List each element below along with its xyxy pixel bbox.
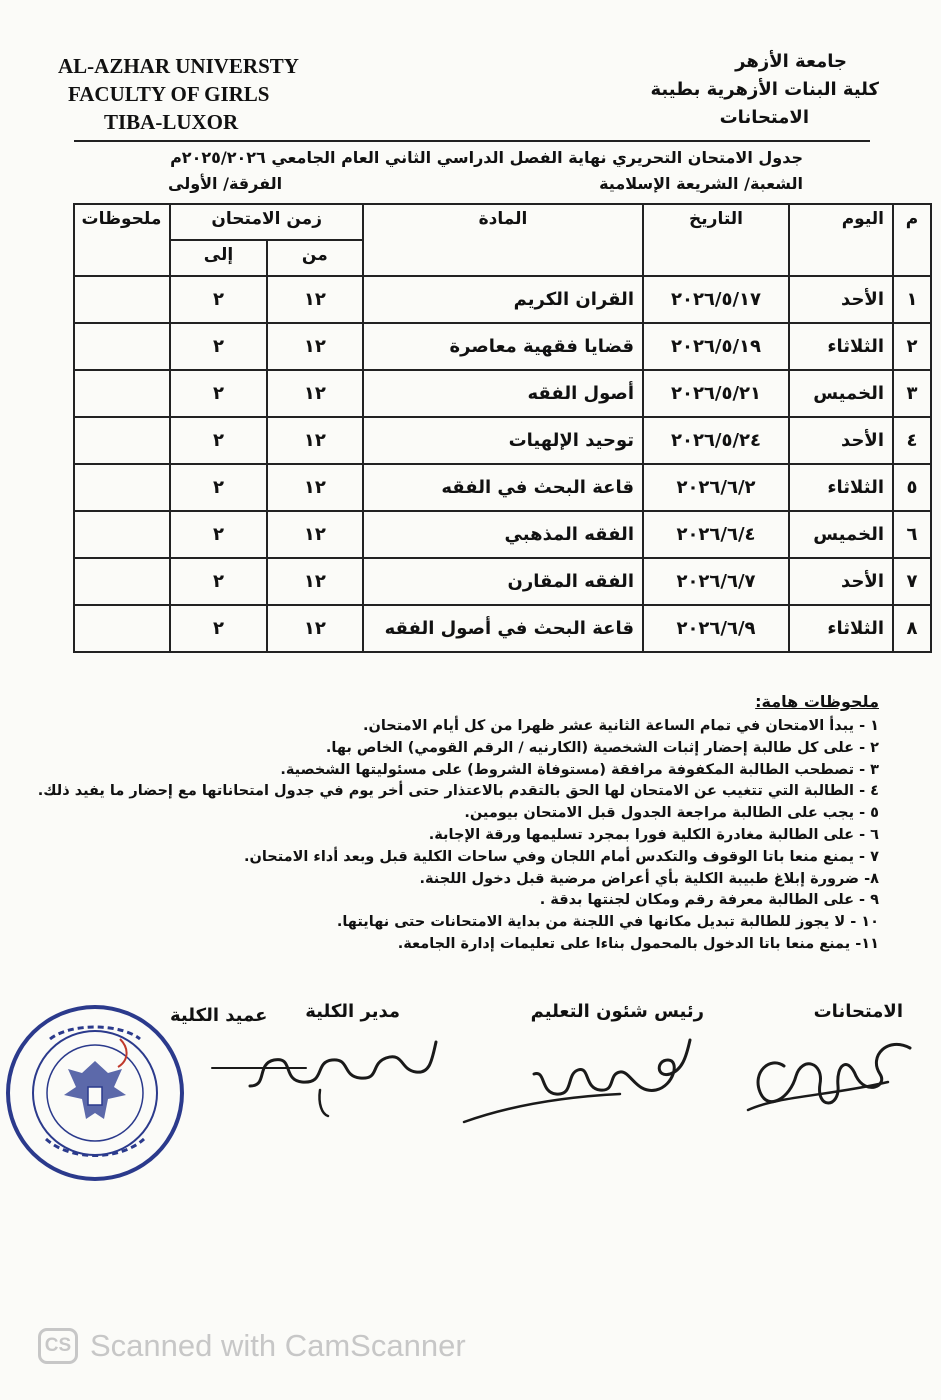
- sig-label-dean: عميد الكلية: [170, 1005, 268, 1026]
- row-to: ٢: [170, 417, 266, 464]
- exams-signature: [738, 1026, 918, 1118]
- row-day: الثلاثاء: [789, 605, 893, 652]
- header-time: زمن الامتحان: [170, 204, 363, 240]
- row-day: الأحد: [789, 276, 893, 323]
- row-to: ٢: [170, 323, 266, 370]
- notes-list: [37, 716, 879, 956]
- row-notes: [74, 558, 170, 605]
- sig-label-education: رئيس شئون التعليم: [530, 1001, 704, 1022]
- row-subject: قاعة البحث في الفقه: [363, 464, 643, 511]
- row-from: ١٢: [267, 276, 363, 323]
- row-from: ١٢: [267, 323, 363, 370]
- row-day: الخميس: [789, 511, 893, 558]
- table-row: [74, 417, 931, 464]
- row-num: ٥: [893, 464, 931, 511]
- note-item: ٨- ضرورة إبلاغ طبيبة الكلية بأي أعراض مرضية قبل دخول اللجنة.: [419, 870, 879, 887]
- row-notes: [74, 464, 170, 511]
- exam-schedule-table: [73, 203, 932, 653]
- row-num: ٧: [893, 558, 931, 605]
- header-day: اليوم: [789, 204, 893, 276]
- row-num: ١: [893, 276, 931, 323]
- row-num: ٨: [893, 605, 931, 652]
- english-header: [58, 52, 358, 136]
- table-row: [74, 511, 931, 558]
- row-day: الثلاثاء: [789, 464, 893, 511]
- education-signature: [460, 1030, 710, 1126]
- grade-label: الفرقة/ الأولى: [168, 174, 283, 193]
- camscanner-logo-icon: CS: [38, 1328, 78, 1364]
- header-subject: المادة: [363, 204, 643, 276]
- note-item: ١ - يبدأ الامتحان في تمام الساعة الثانية عشر ظهرا من كل أيام الامتحان.: [362, 718, 879, 734]
- university-name-en: AL-AZHAR UNIVERSTY: [58, 54, 299, 78]
- header-num: م: [893, 204, 931, 276]
- note-item: ١٠ - لا يجوز للطالبة تبديل مكانها في اللجنة من بداية الامتحانات حتى نهايتها.: [336, 914, 879, 931]
- row-to: ٢: [170, 558, 266, 605]
- row-num: ٣: [893, 370, 931, 417]
- table-row: [74, 558, 931, 605]
- row-subject: أصول الفقه: [363, 370, 643, 417]
- note-item: ٢ - على كل طالبة إحضار إثبات الشخصية (الكارنيه / الرقم القومي) الخاص بها.: [325, 739, 879, 756]
- table-row: [74, 276, 931, 323]
- header-from: من: [267, 240, 363, 276]
- row-date: ٢٠٢٦/٦/٢: [643, 464, 789, 511]
- table-row: [74, 323, 931, 370]
- table-row: [74, 370, 931, 417]
- row-from: ١٢: [267, 370, 363, 417]
- arabic-header: [519, 48, 879, 132]
- row-to: ٢: [170, 511, 266, 558]
- camscanner-text: Scanned with CamScanner: [90, 1328, 466, 1363]
- faculty-seal: [6, 1005, 184, 1181]
- row-num: ٤: [893, 417, 931, 464]
- row-subject: القران الكريم: [363, 276, 643, 323]
- university-name-ar: جامعة الأزهر: [735, 51, 847, 72]
- header-date: التاريخ: [643, 204, 789, 276]
- row-date: ٢٠٢٦/٥/١٧: [643, 276, 789, 323]
- row-date: ٢٠٢٦/٦/٧: [643, 558, 789, 605]
- notes-title: ملحوظات هامة:: [755, 692, 879, 711]
- row-subject: قضايا فقهية معاصرة: [363, 323, 643, 370]
- header-divider: [74, 140, 870, 142]
- location-en: TIBA-LUXOR: [104, 110, 239, 134]
- row-num: ٦: [893, 511, 931, 558]
- row-subject: توحيد الإلهيات: [363, 417, 643, 464]
- note-item: ١١- يمنع منعا باتا الدخول بالمحمول بناءا على تعليمات إدارة الجامعة.: [397, 935, 879, 952]
- row-to: ٢: [170, 276, 266, 323]
- row-from: ١٢: [267, 511, 363, 558]
- note-item: ٦ - على الطالبة مغادرة الكلية فورا بمجرد تسليمها ورقة الإجابة.: [428, 826, 879, 843]
- schedule-title: جدول الامتحان التحريري نهاية الفصل الدراسي الثاني العام الجامعي ٢٠٢٥/٢٠٢٦م: [170, 148, 803, 167]
- header-notes: ملحوظات: [74, 204, 170, 276]
- row-to: ٢: [170, 605, 266, 652]
- row-date: ٢٠٢٦/٥/١٩: [643, 323, 789, 370]
- note-item: ٩ - على الطالبة معرفة رقم ومكان لجنتها بدقة .: [539, 892, 879, 909]
- row-day: الخميس: [789, 370, 893, 417]
- director-signature: [210, 1030, 450, 1120]
- eagle-emblem-icon: [10, 1009, 180, 1177]
- row-notes: [74, 511, 170, 558]
- sig-label-director: مدير الكلية: [305, 1001, 400, 1022]
- row-day: الأحد: [789, 558, 893, 605]
- row-to: ٢: [170, 464, 266, 511]
- row-subject: قاعة البحث في أصول الفقه: [363, 605, 643, 652]
- note-item: ٣ - تصطحب الطالبة المكفوفة مرافقة (مستوفاة الشروط) على مسئوليتها الشخصية.: [280, 761, 879, 778]
- row-from: ١٢: [267, 417, 363, 464]
- row-notes: [74, 605, 170, 652]
- table-header-row: [74, 204, 931, 240]
- table-row: [74, 605, 931, 652]
- note-item: ٤ - الطالبة التي تتغيب عن الامتحان لها الحق بالتقدم بالاعتذار حتى أخر يوم في جدول امتحاناتها مع إحضار ما يفيد ذلك.: [37, 783, 879, 800]
- row-date: ٢٠٢٦/٦/٩: [643, 605, 789, 652]
- row-subject: الفقه المقارن: [363, 558, 643, 605]
- row-day: الأحد: [789, 417, 893, 464]
- table-row: [74, 464, 931, 511]
- row-notes: [74, 417, 170, 464]
- row-from: ١٢: [267, 558, 363, 605]
- faculty-name-en: FACULTY OF GIRLS: [68, 82, 270, 106]
- row-notes: [74, 370, 170, 417]
- note-item: ٧ - يمنع منعا باتا الوقوف والتكدس أمام اللجان وفي ساحات الكلية قبل وبعد أداء الامتحان.: [243, 848, 879, 865]
- row-from: ١٢: [267, 464, 363, 511]
- row-num: ٢: [893, 323, 931, 370]
- section-label: الشعبة/ الشريعة الإسلامية: [599, 174, 803, 193]
- row-notes: [74, 276, 170, 323]
- camscanner-watermark: [38, 1328, 466, 1364]
- row-date: ٢٠٢٦/٥/٢٤: [643, 417, 789, 464]
- header-to: إلى: [170, 240, 266, 276]
- note-item: ٥ - يجب على الطالبة مراجعة الجدول قبل الامتحان بيومين.: [464, 805, 879, 822]
- row-from: ١٢: [267, 605, 363, 652]
- faculty-name-ar: كلية البنات الأزهرية بطيبة: [650, 79, 879, 100]
- row-subject: الفقه المذهبي: [363, 511, 643, 558]
- department-name-ar: الامتحانات: [719, 107, 809, 128]
- row-notes: [74, 323, 170, 370]
- row-date: ٢٠٢٦/٦/٤: [643, 511, 789, 558]
- sig-label-exams: الامتحانات: [813, 1001, 903, 1022]
- row-date: ٢٠٢٦/٥/٢١: [643, 370, 789, 417]
- row-to: ٢: [170, 370, 266, 417]
- row-day: الثلاثاء: [789, 323, 893, 370]
